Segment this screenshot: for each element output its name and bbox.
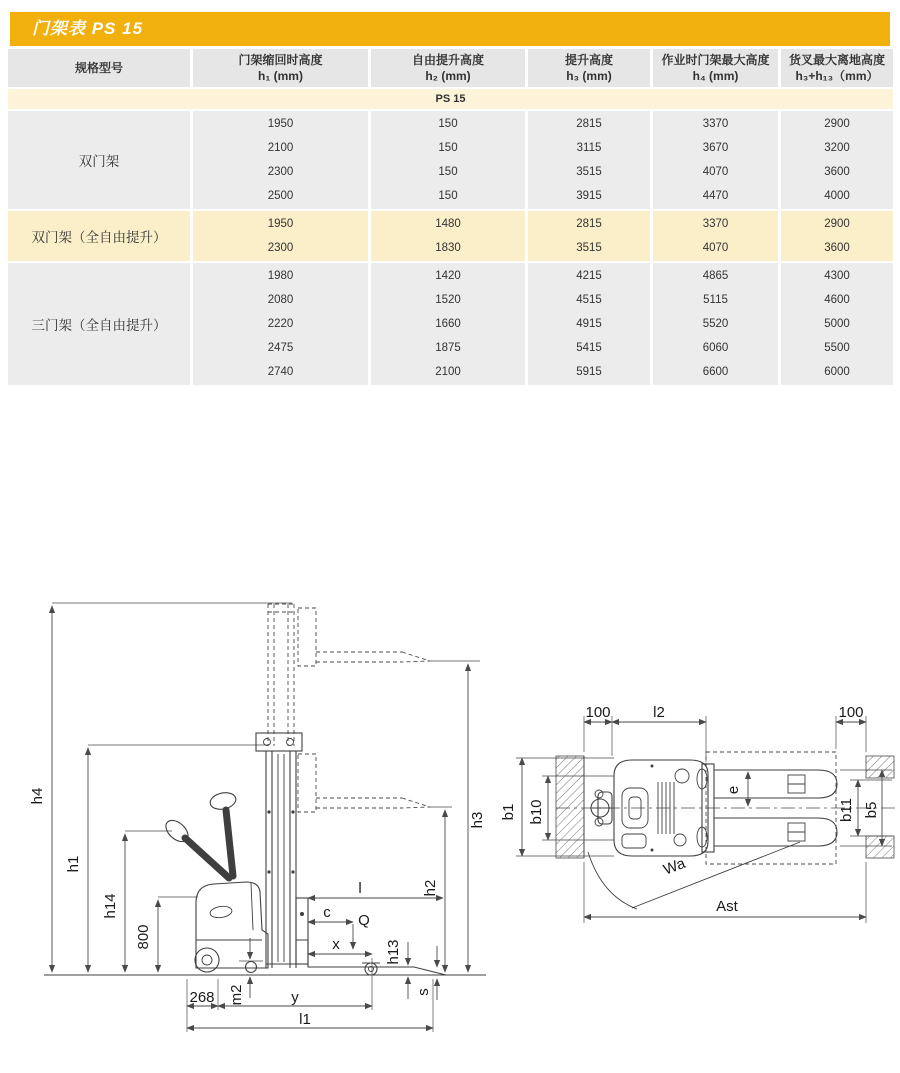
value-column-cell [371,211,525,261]
header-cell [8,49,190,87]
turning-radius [588,842,800,909]
dim-label-ast: Ast [716,898,738,915]
dim-label-h2: h2 [422,879,439,897]
value: 4515 [576,294,602,306]
value-column-cell [653,111,778,209]
value: 3515 [576,166,602,178]
group-label-cell: 双门架 [8,111,190,209]
value-column-cell [781,211,893,261]
value-column-cell [371,111,525,209]
header-line1: 门架缩回时高度 [238,52,323,67]
value: 6060 [702,342,729,354]
tiller-handle [162,790,237,878]
value: 5115 [703,294,728,306]
dim-label-100-right: 100 [838,704,864,721]
value: 3600 [824,166,850,178]
spec-table [8,49,893,385]
header-line2: h₃+h₁₃（mm） [795,69,879,83]
value: 5000 [824,318,850,330]
dim-label-h4: h4 [29,787,46,805]
value: 4600 [824,294,850,306]
value: 3200 [824,142,850,154]
value: 2900 [824,218,850,230]
value: 6000 [824,366,850,378]
value: 1420 [435,270,461,282]
dim-label-m2: m2 [228,984,245,1006]
top-view-diagram [500,690,900,935]
value: 4070 [702,242,729,254]
dim-label-b5: b5 [863,801,880,819]
value: 6600 [702,366,729,378]
value: 1980 [267,270,294,282]
dim-label-x: x [332,936,340,953]
value: 2100 [435,366,461,378]
value: 3600 [824,242,850,254]
stacker-side-view [162,733,446,975]
value-column-cell [653,211,778,261]
value: 3370 [702,118,729,130]
dim-label-b10: b10 [528,799,545,825]
header-cell [653,49,778,87]
value: 3115 [576,142,602,154]
value: 1520 [435,294,461,306]
value: 2100 [267,142,294,154]
value: 150 [438,166,458,178]
group-label-cell: 双门架（全自由提升） [8,211,190,261]
value: 4915 [576,318,602,330]
value: 5915 [576,366,602,378]
value: 2220 [267,318,294,330]
value-column-cell [193,263,368,385]
title-bar: 门架表 PS 15 [10,12,890,46]
header-line1: 规格型号 [74,60,123,75]
value: 2300 [267,242,294,254]
header-line1: 作业时门架最大高度 [661,52,770,67]
side-dimension-lines [52,606,468,1028]
dim-label-h13: h13 [385,939,402,965]
value-column-cell [528,211,650,261]
value-column-cell [528,263,650,385]
value: 4070 [702,166,729,178]
value: 4000 [824,190,850,202]
dim-label-l1: l1 [299,1011,311,1028]
header-cell [371,49,525,87]
value: 1660 [435,318,461,330]
value-column-cell [371,263,525,385]
mast-raised-dashed [268,604,430,812]
value: 2815 [576,118,602,130]
group-label-cell: 三门架（全自由提升） [8,263,190,385]
value: 150 [438,190,458,202]
dim-label-b11: b11 [838,798,855,822]
header-cell [528,49,650,87]
dim-label-100-left: 100 [585,704,611,721]
value: 2500 [267,190,294,202]
value: 1830 [435,242,461,254]
fork [296,940,446,975]
header-line2: h₁ (mm) [258,69,303,83]
tiller-head [591,790,612,826]
value: 1480 [435,218,461,230]
value: 4300 [824,270,850,282]
dim-label-800: 800 [135,924,152,950]
value: 5415 [576,342,602,354]
dim-label-h3: h3 [469,811,486,829]
value-column-cell [781,111,893,209]
value: 3670 [702,142,729,154]
header-line2: h₂ (mm) [425,69,471,83]
dim-label-wa: Wa [661,854,688,879]
value: 2080 [267,294,294,306]
mast [256,733,308,968]
value: 2475 [267,342,294,354]
dim-label-b1: b1 [500,803,517,821]
subheader-cell: PS 15 [8,89,893,109]
value: 150 [438,118,458,130]
value: 3515 [576,242,602,254]
dim-label-q: Q [358,912,370,929]
value: 4470 [702,190,729,202]
value: 1950 [267,118,294,130]
dim-label-s: s [415,988,432,996]
dim-label-l: l [358,880,362,897]
value: 2300 [267,166,294,178]
value: 3370 [702,218,729,230]
wheels [195,948,380,975]
side-dim-labels [29,788,486,1028]
value: 5500 [824,342,850,354]
value: 1875 [435,342,461,354]
header-line2: h₄ (mm) [692,69,739,83]
value: 3915 [576,190,602,202]
value-column-cell [193,111,368,209]
header-line1: 货叉最大离地高度 [788,52,885,67]
value: 1950 [267,218,294,230]
header-line1: 提升高度 [564,52,613,67]
value-column-cell [653,263,778,385]
value: 5520 [702,318,729,330]
dim-label-y: y [291,989,299,1006]
dim-label-h14: h14 [102,893,119,919]
header-line2: h₃ (mm) [566,69,612,83]
value-column-cell [193,211,368,261]
value: 4865 [702,270,729,282]
dim-label-h1: h1 [65,855,82,873]
value-column-cell [781,263,893,385]
value: 4215 [576,270,602,282]
value: 2815 [576,218,602,230]
header-cell [193,49,368,87]
dim-label-c: c [323,904,331,921]
header-line1: 自由提升高度 [411,52,484,67]
value-column-cell [528,111,650,209]
dim-label-e: e [725,785,742,795]
header-cell [781,49,893,87]
dim-label-268: 268 [189,989,215,1006]
value: 2900 [824,118,850,130]
value: 2740 [267,366,294,378]
side-view-diagram [30,590,500,1045]
value: 150 [438,142,458,154]
stacker-top-view [588,760,837,909]
dim-label-l2: l2 [653,704,665,721]
